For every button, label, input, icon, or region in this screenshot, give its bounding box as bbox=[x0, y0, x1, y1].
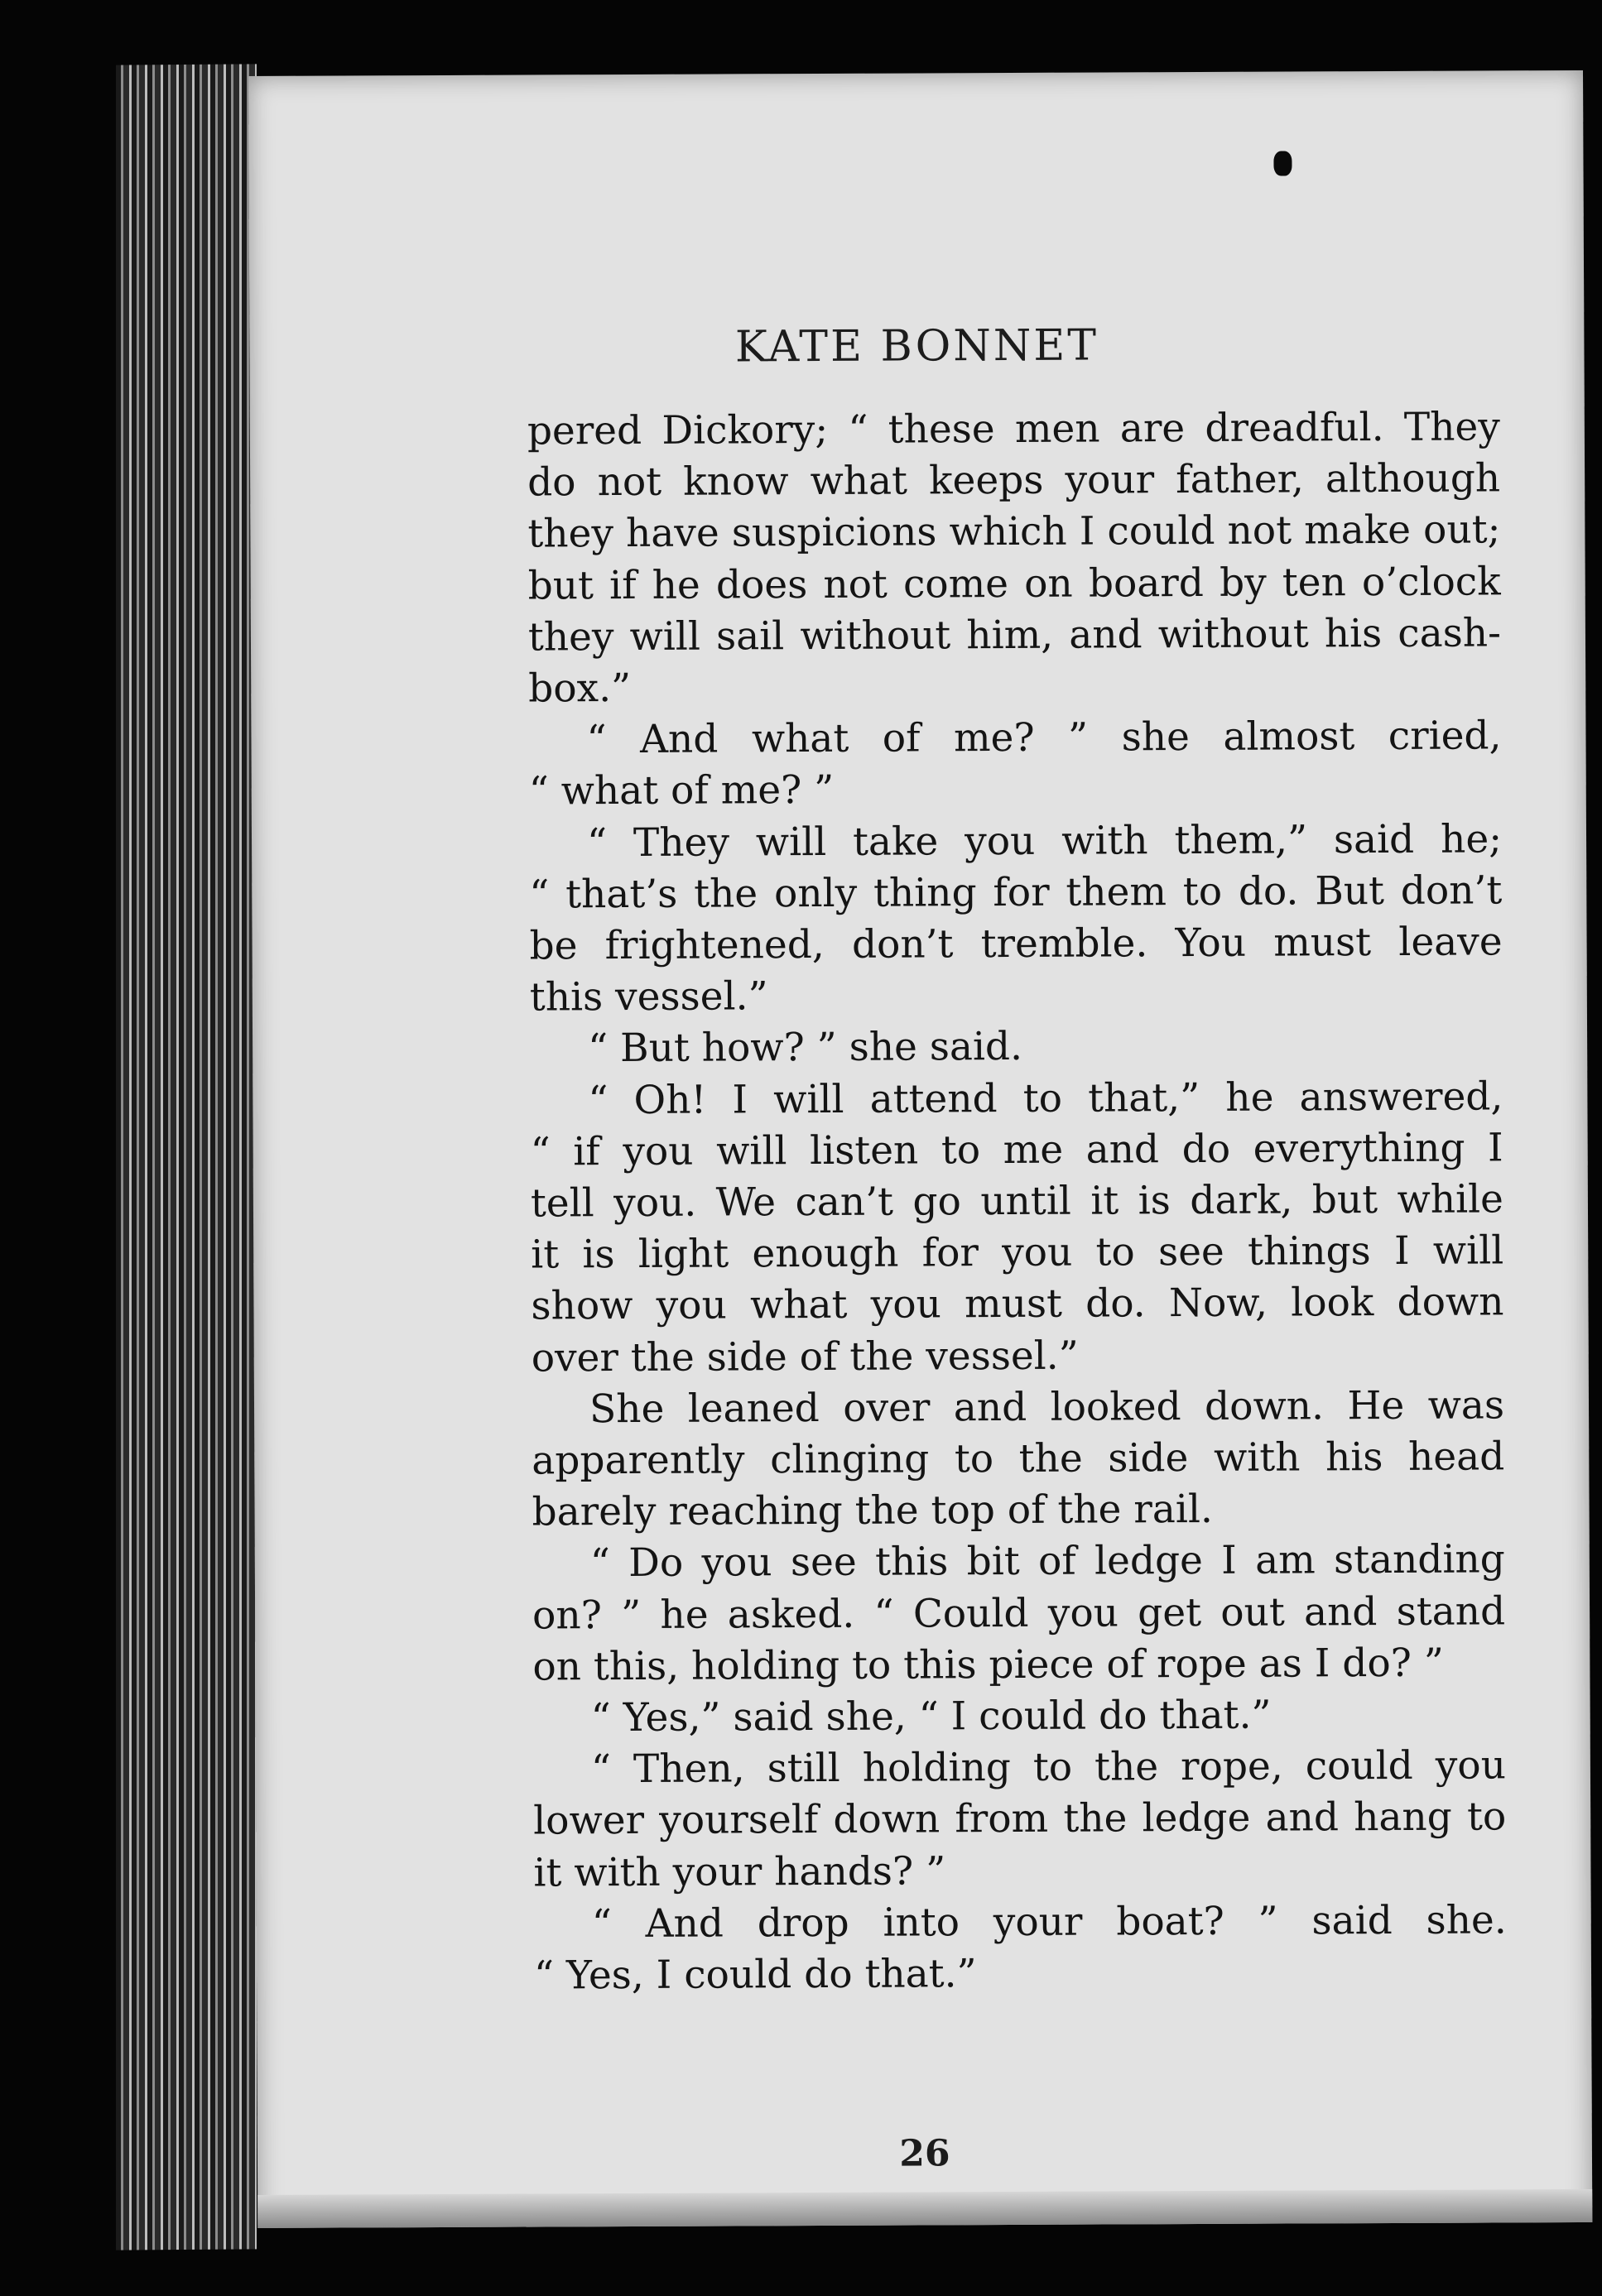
text-line: but if he does not come on board by ten o’clock bbox=[527, 559, 1501, 609]
page-number: 26 bbox=[899, 2132, 950, 2175]
text-line: they have suspicions which I could not make out; bbox=[527, 507, 1501, 557]
text-line: do not know what keeps your father, although bbox=[527, 455, 1501, 506]
text-line: “ But how? ” she said. bbox=[588, 1024, 1023, 1072]
text-line: “ if you will listen to me and do everything I bbox=[530, 1125, 1503, 1175]
text-line: “ Do you see this bit of ledge I am standing bbox=[589, 1536, 1505, 1587]
body-text bbox=[527, 401, 1507, 2001]
text-line: “ Oh! I will attend to that,” he answered, bbox=[588, 1074, 1503, 1123]
text-line: “ Yes, I could do that.” bbox=[533, 1951, 977, 1999]
ink-mark bbox=[1273, 151, 1292, 176]
text-line: “ that’s the only thing for them to do. But don’t bbox=[529, 867, 1503, 918]
text-line: barely reaching the top of the rail. bbox=[532, 1487, 1213, 1535]
text-line: it is light enough for you to see things I will bbox=[531, 1227, 1504, 1278]
text-line: She leaned over and looked down. He was bbox=[589, 1382, 1505, 1433]
running-head: KATE BONNET bbox=[734, 320, 1099, 372]
text-line: “ And what of me? ” she almost cried, bbox=[586, 713, 1502, 763]
text-line: they will sail without him, and without his cash- bbox=[527, 610, 1502, 660]
text-line: “ And drop into your boat? ” said she. bbox=[591, 1897, 1507, 1948]
text-line: box.” bbox=[528, 665, 632, 712]
text-line: this vessel.” bbox=[529, 973, 768, 1021]
text-line: be frightened, don’t tremble. You must leave bbox=[529, 919, 1503, 969]
text-line: “ Then, still holding to the rope, could you bbox=[590, 1742, 1507, 1793]
text-line: tell you. We can’t go until it is dark, but while bbox=[530, 1176, 1504, 1227]
text-line: on? ” he asked. “ Could you get out and stand bbox=[532, 1588, 1506, 1639]
text-line: “ what of me? ” bbox=[528, 767, 835, 814]
text-line: show you what you must do. Now, look down bbox=[531, 1279, 1504, 1329]
book-page bbox=[248, 70, 1592, 2228]
text-line: “ They will take you with them,” said he; bbox=[586, 816, 1503, 866]
text-line: it with your hands? ” bbox=[533, 1848, 946, 1896]
text-line: “ Yes,” said she, “ I could do that.” bbox=[590, 1692, 1272, 1741]
text-line: lower yourself down from the ledge and hang to bbox=[533, 1794, 1507, 1845]
text-line: over the side of the vessel.” bbox=[531, 1333, 1079, 1381]
text-line: pered Dickory; “ these men are dreadful. They bbox=[527, 404, 1500, 454]
text-line: on this, holding to this piece of rope as I do? ” bbox=[532, 1640, 1444, 1690]
book-page-edges bbox=[116, 64, 257, 2250]
text-line: apparently clinging to the side with his head bbox=[532, 1434, 1505, 1484]
